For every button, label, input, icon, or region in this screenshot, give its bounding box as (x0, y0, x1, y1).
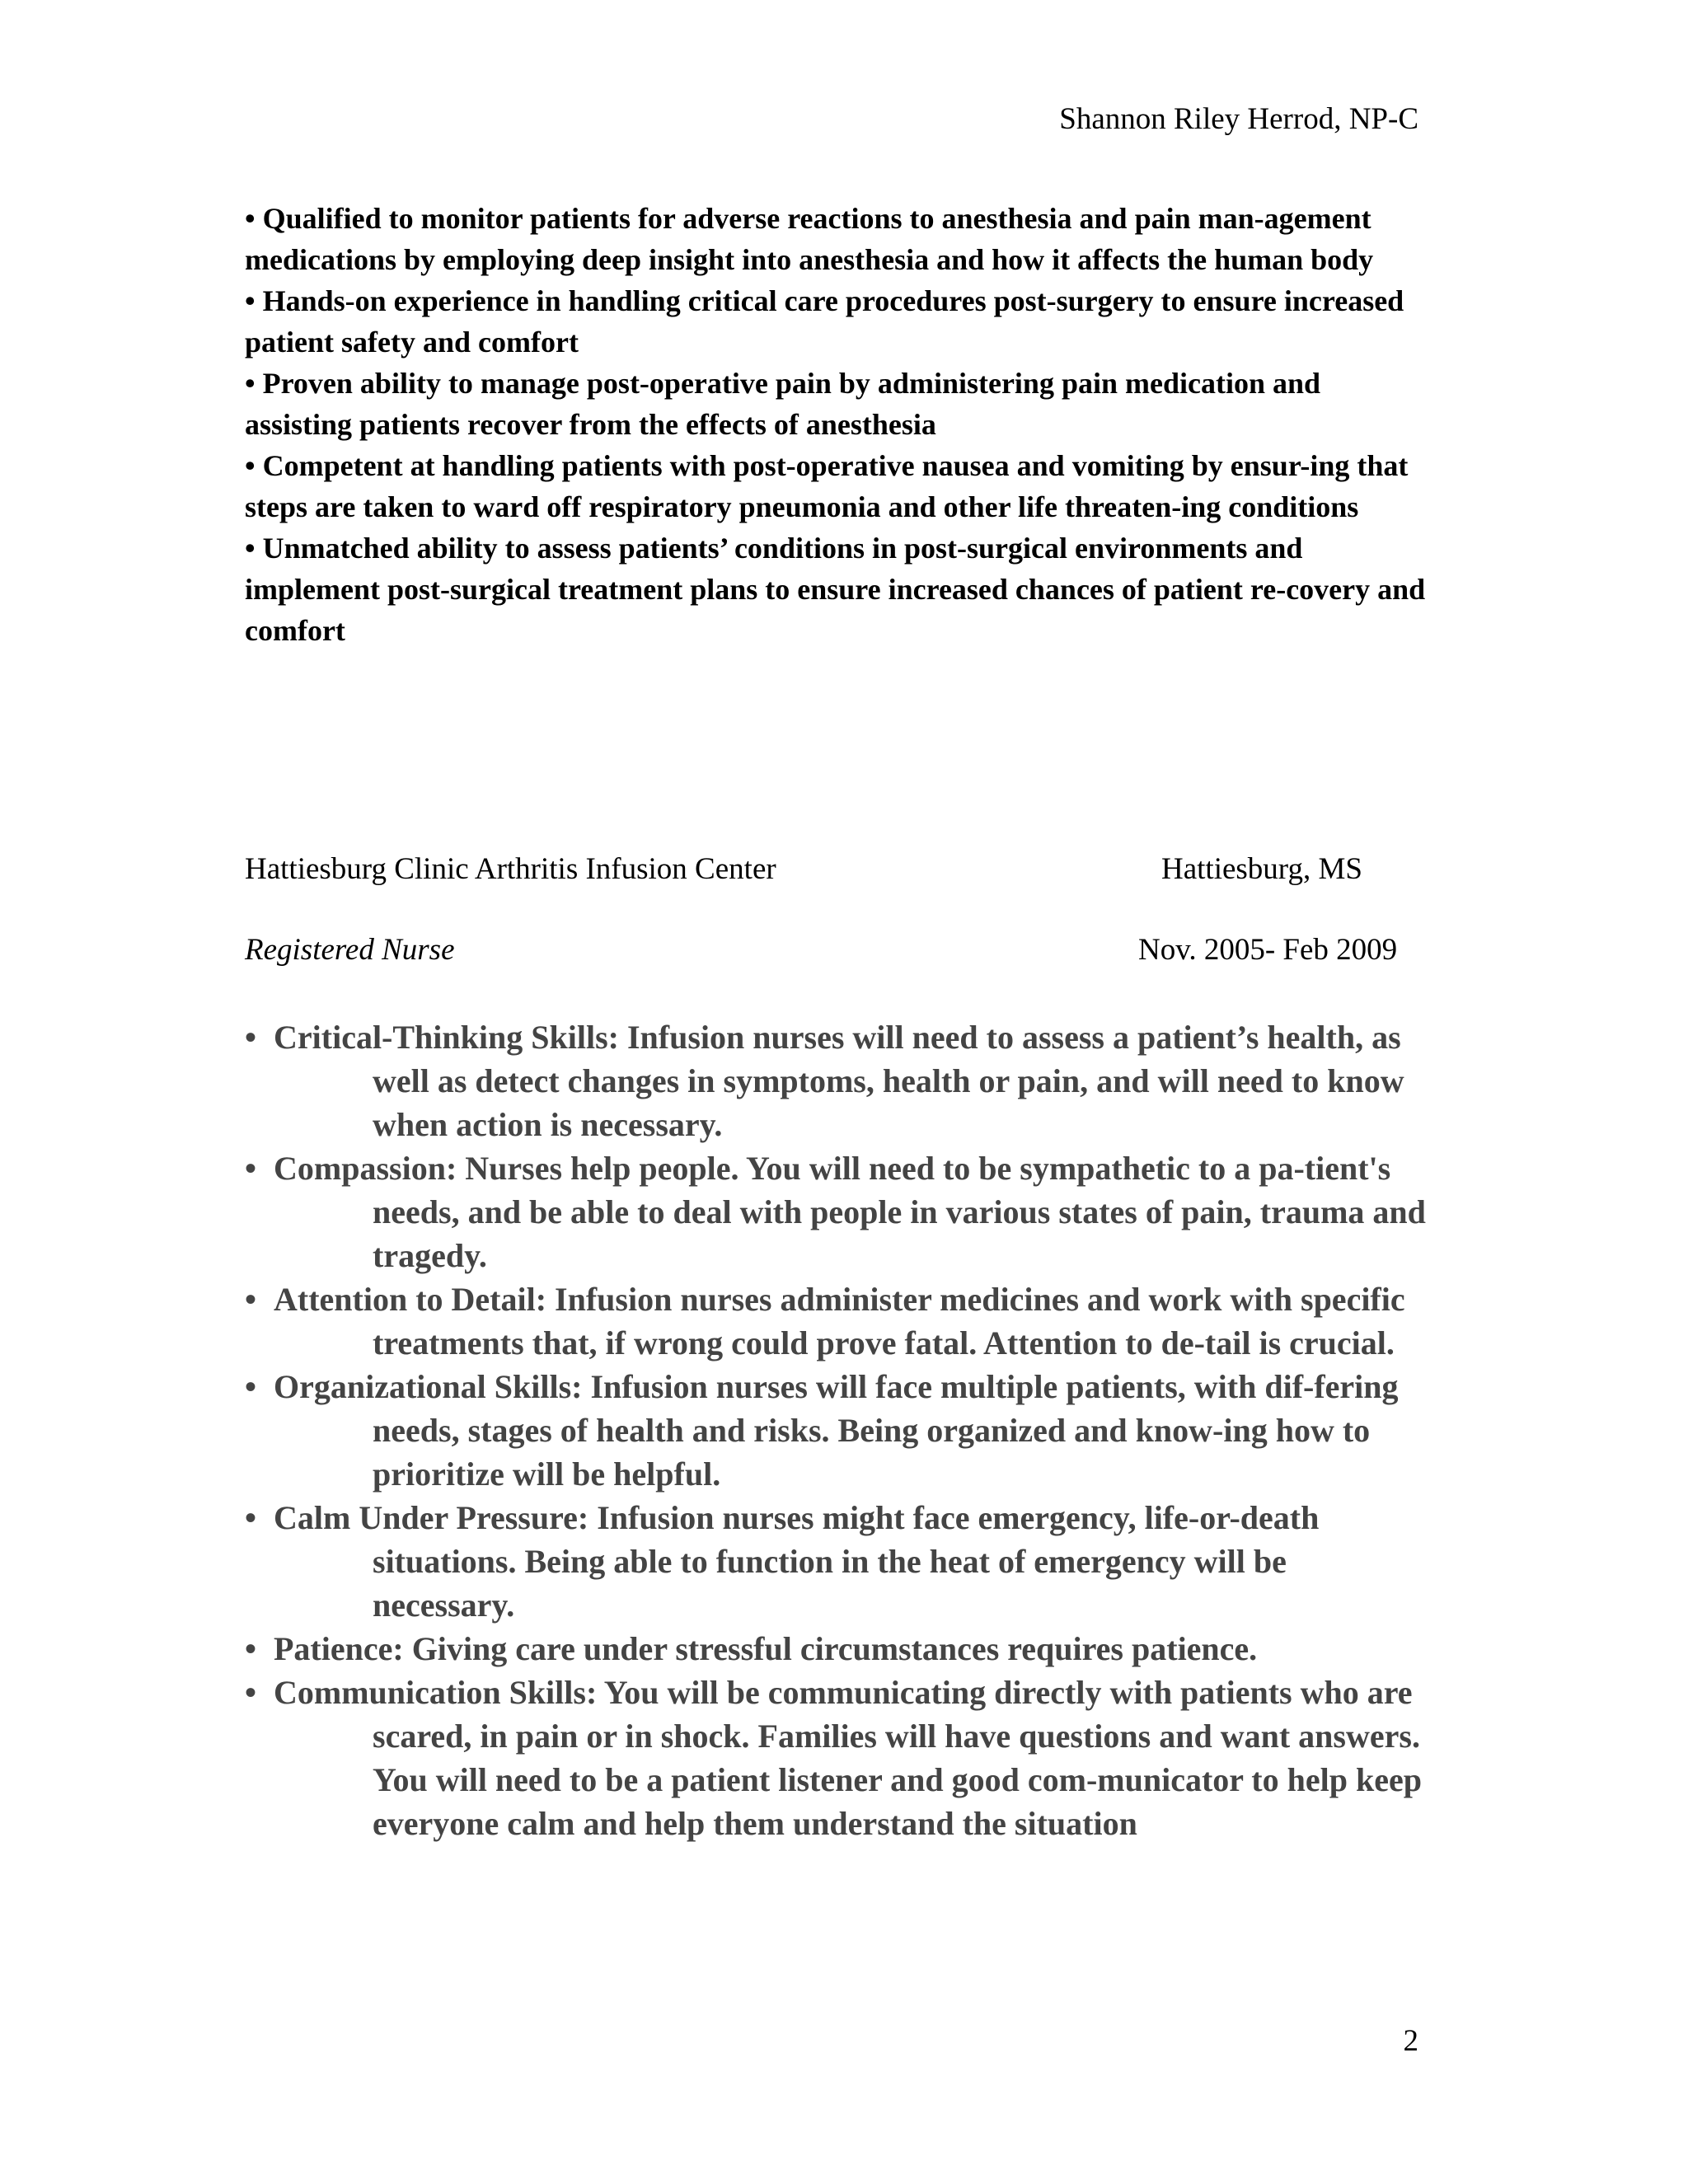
skill-text: Attention to Detail: Infusion nurses administer medicines and work with specific treatments that, if wrong could prove fatal. Attention to de-tail is crucial. (274, 1281, 1405, 1361)
qualification-item: • Qualified to monitor patients for adverse reactions to anesthesia and pain man-agement medications by employing deep insight into anesthesia and how it affects the human body (245, 202, 1374, 276)
skill-item (245, 1671, 1432, 1845)
skill-text: Patience: Giving care under stressful circumstances requires patience. (274, 1630, 1258, 1667)
bullet-icon: • (245, 1019, 257, 1056)
page-number: 2 (1403, 2024, 1418, 2058)
skill-item (245, 1015, 1432, 1146)
bullet-icon: • (245, 1368, 257, 1405)
bullet-icon: • (245, 1150, 257, 1187)
skill-item (245, 1277, 1432, 1365)
skill-text: Organizational Skills: Infusion nurses will face multiple patients, with dif-fering needs, stages of health and risks. Being organized and know-ing how to prioritize will be helpful. (274, 1368, 1399, 1493)
qualification-item: • Unmatched ability to assess patients’ conditions in post-surgical environments and implement post-surgical treatment plans to ensure increased chances of patient re-covery and comfort (245, 532, 1426, 647)
job-title: Registered Nurse (245, 933, 455, 967)
page-header-name: Shannon Riley Herrod, NP-C (1059, 102, 1418, 136)
employer-location: Hattiesburg, MS (1161, 852, 1362, 886)
bullet-icon: • (245, 1674, 257, 1711)
bullet-icon: • (245, 1281, 257, 1318)
qualification-item: • Proven ability to manage post-operative pain by administering pain medication and assisting patients recover from the effects of anesthesia (245, 367, 1321, 441)
qualification-item: • Hands-on experience in handling critical care procedures post-surgery to ensure increased patient safety and comfort (245, 284, 1404, 359)
skill-item (245, 1146, 1432, 1277)
skill-text: Compassion: Nurses help people. You will need to be sympathetic to a pa-tient's needs, and be able to deal with people in various states of pain, trauma and tragedy. (274, 1150, 1426, 1274)
skills-list (245, 1015, 1432, 1845)
skill-text: Critical-Thinking Skills: Infusion nurses will need to assess a patient’s health, as well as detect changes in symptoms, health or pain, and will need to know when action is necessary. (274, 1019, 1404, 1143)
skill-item (245, 1627, 1432, 1671)
job-employer-row (245, 849, 1415, 890)
job-dates: Nov. 2005- Feb 2009 (1138, 933, 1398, 967)
employer-name: Hattiesburg Clinic Arthritis Infusion Center (245, 852, 776, 886)
bullet-icon: • (245, 1499, 257, 1536)
skill-item (245, 1496, 1432, 1627)
skill-text: Calm Under Pressure: Infusion nurses might face emergency, life-or-death situations. Being able to function in the heat of emergency will be necessary. (274, 1499, 1320, 1624)
skill-item (245, 1365, 1432, 1496)
bullet-icon: • (245, 1630, 257, 1667)
job-title-row (245, 930, 1415, 971)
qualifications-list (245, 198, 1432, 651)
qualification-item: • Competent at handling patients with post-operative nausea and vomiting by ensur-ing that steps are taken to ward off respiratory pneumonia and other life threaten-ing conditions (245, 449, 1409, 523)
skill-text: Communication Skills: You will be communicating directly with patients who are scared, in pain or in shock. Families will have questions and want answers. You will need to be a patient listener and good com-municator to help keep everyone calm and help them understand the situation (274, 1674, 1422, 1842)
